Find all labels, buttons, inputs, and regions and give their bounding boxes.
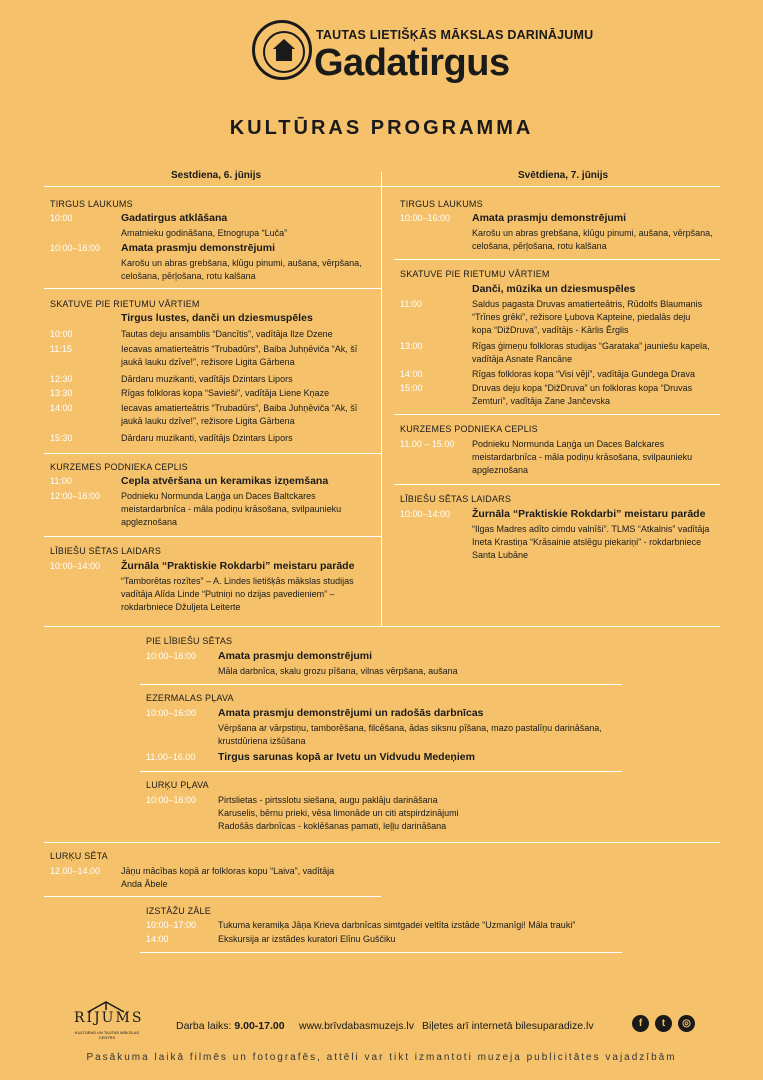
section-heading: Tirgus lustes, danči un dziesmuspēles <box>121 312 313 324</box>
section-title: LĪBIEŠU SĒTAS LAIDARS <box>50 546 162 556</box>
entry-title: Amata prasmju demonstrējumi un radošās darbnīcas <box>218 707 484 719</box>
entry-time: 10:00–16:00 <box>50 243 101 253</box>
divider <box>44 186 720 187</box>
entry-title: Tirgus sarunas kopā ar Ivetu un Vidvudu Medeņiem <box>218 751 475 763</box>
row-text: Saldus pagasta Druvas amatierteātris, Rūdolfs Blaumanis <box>472 299 703 309</box>
entry-time: 14:00 <box>146 934 169 944</box>
entry-description: apgleznošana <box>472 465 529 475</box>
divider <box>394 484 720 485</box>
entry-time: 10:00–16:00 <box>146 651 197 661</box>
section-title: LĪBIEŠU SĒTAS LAIDARS <box>400 494 512 504</box>
section-title: TIRGUS LAUKUMS <box>400 199 483 209</box>
row-time: 13:30 <box>50 388 73 398</box>
stage-schedule-list <box>50 328 380 448</box>
logo-subtext: KULTŪRAS UN TAUTAS MĀKSLAS CENTRS <box>74 1030 140 1040</box>
divider <box>140 771 622 772</box>
rijums-logo <box>74 1000 144 1045</box>
row-text: vadītāja Asnate Rancāne <box>472 354 573 364</box>
row-text: “Trīnes grēki”, režisore Ļubova Kapteine, piedalās deju <box>472 312 691 322</box>
entry-time: 10:00–16:00 <box>400 213 451 223</box>
row-text: Rīgas folkloras kopa “Savieši”, vadītāja Liene Kņaze <box>121 388 330 398</box>
entry-time: 12:00–16:00 <box>50 491 101 501</box>
section-title: EZERMALAS PĻAVA <box>146 693 234 703</box>
section-title: KURZEMES PODNIEKA CEPLIS <box>50 462 188 472</box>
divider <box>44 453 381 454</box>
row-text: jaukā lauku dzīve!”, režisore Ligita Gārbena <box>121 416 295 426</box>
tickets-info[interactable]: Biļetes arī internetā bilesuparadize.lv <box>422 1020 594 1032</box>
gadatirgus-seal-logo <box>252 20 312 80</box>
entry-time: 10:00–16:00 <box>146 795 197 805</box>
row-text: Iecavas amatierteātris “Trubadūrs”, Baiba Juhņēviča “Ak, šī <box>121 344 358 354</box>
entry-description: Podnieku Normunda Laņģa un Daces Baltckares <box>121 491 316 501</box>
section-title: KURZEMES PODNIEKA CEPLIS <box>400 424 538 434</box>
hours-label: Darba laiks: <box>176 1020 235 1032</box>
divider <box>140 684 622 685</box>
section-title: PIE LĪBIEŠU SĒTAS <box>146 636 233 646</box>
entry-time: 10:00–14:00 <box>400 509 451 519</box>
entry-time: 11.00–16.00 <box>146 752 196 762</box>
hours-value: 9.00-17.00 <box>234 1020 285 1032</box>
row-text: Zemturi”, vadītāja Zane Jančevska <box>472 396 611 406</box>
section-title: IZSTĀŽU ZĀLE <box>146 906 211 916</box>
divider <box>44 842 720 843</box>
row-text: Tautas deju ansamblis “Dancītis”, vadītāja Ilze Dzene <box>121 329 333 339</box>
header-subtitle: TAUTAS LIETIŠĶĀS MĀKSLAS DARINĀJUMU <box>316 28 594 42</box>
row-text: Dārdaru muzikanti, vadītājs Dzintars Lipors <box>121 433 293 443</box>
day-header-sunday: Svētdiena, 7. jūnijs <box>518 170 609 181</box>
row-time: 11:00 <box>400 299 422 309</box>
divider <box>44 626 720 627</box>
divider <box>44 896 381 897</box>
section-title: SKATUVE PIE RIETUMU VĀRTIEM <box>400 269 550 279</box>
entry-time: 10:00–17:00 <box>146 920 197 930</box>
entry-description: meistardarbnīca - māla podiņu krāsošana, svilpaunieku <box>472 452 693 462</box>
entry-time: 11.00 – 15.00 <box>400 439 455 449</box>
entry-title: Cepla atvēršana un keramikas izņemšana <box>121 475 329 487</box>
section-title: TIRGUS LAUKUMS <box>50 199 133 209</box>
entry-description: Tukuma keramiķa Jāņa Krieva darbnīcas simtgadei veltīta izstāde “Uzmanīgi! Māla trauki” <box>218 920 576 930</box>
entry-description: rokdarbniece Džuljeta Leiterte <box>121 602 241 612</box>
twitter-icon[interactable]: t <box>655 1015 672 1032</box>
entry-description: apgleznošana <box>121 517 178 527</box>
stage-schedule-list <box>400 298 720 410</box>
section-heading: Danči, mūzika un dziesmuspēles <box>472 283 636 295</box>
divider <box>394 259 720 260</box>
entry-title: Gadatirgus atklāšana <box>121 212 228 224</box>
entry-description: Vērpšana ar vārpstiņu, tamborēšana, filcēšana, ādas siksnu pīšana, mazo pastalīņu darināšana, <box>218 723 602 733</box>
entry-description: Podnieku Normunda Laņģa un Daces Balckares <box>472 439 665 449</box>
entry-description: Amatnieku godināšana, Etnogrupa “Luča” <box>121 228 288 238</box>
entry-description: Anda Ābele <box>121 879 168 889</box>
entry-description: Karošu un abras grebšana, klūgu pinumi, aušana, vērpšana, <box>121 258 362 268</box>
divider <box>44 536 381 537</box>
entry-description: “Tamborētas rozītes” – A. Lindes lietišķās mākslas studijas <box>121 576 354 586</box>
entry-title: Amata prasmju demonstrējumi <box>121 242 276 254</box>
entry-description: Santa Lubāne <box>472 550 529 560</box>
entry-description: celošana, pērļošana, rotu kalšana <box>472 241 607 251</box>
entry-description: Karošu un abras grebšana, klūgu pinumi, aušana, vērpšana, <box>472 228 713 238</box>
entry-time: 10:00–16:00 <box>146 708 197 718</box>
row-time: 12:30 <box>50 374 73 384</box>
entry-description: Ineta Krastiņa “Krāsainie atslēgu piekariņi” - rokdarbniece <box>472 537 702 547</box>
website-link[interactable]: www.brīvdabasmuzejs.lv <box>299 1020 414 1032</box>
row-text: Rīgas ģimeņu folkloras studijas “Garataka” jauniešu kapela, <box>472 341 710 351</box>
instagram-icon[interactable]: ◎ <box>678 1015 695 1032</box>
row-time: 15:00 <box>400 383 423 393</box>
row-time: 10:00 <box>50 329 73 339</box>
divider <box>394 414 720 415</box>
entry-title: Amata prasmju demonstrējumi <box>472 212 627 224</box>
column-divider <box>381 172 382 626</box>
entry-time: 12.00–14.00 <box>50 866 101 876</box>
section-title: SKATUVE PIE RIETUMU VĀRTIEM <box>50 299 200 309</box>
entry-description: Jāņu mācības kopā ar folkloras kopu “Laiva”, vadītāja <box>121 866 335 876</box>
entry-description: celošana, pērļošana, rotu kalšana <box>121 271 256 281</box>
program-title: KULTŪRAS PROGRAMMA <box>229 117 534 139</box>
entry-title: Amata prasmju demonstrējumi <box>218 650 373 662</box>
logo-text: RIJUMS <box>74 1010 144 1026</box>
row-text: jaukā lauku dzīve!”, režisore Ligita Gārbena <box>121 357 295 367</box>
section-title: LURĶU PĻAVA <box>146 780 209 790</box>
divider <box>44 288 381 289</box>
divider <box>140 952 622 953</box>
entry-description: Radošās darbnīcas - koklēšanas pamati, leļļu darināšana <box>218 821 447 831</box>
entry-description: meistardarbnīca - māla podiņu krāsošana, svilpaunieku <box>121 504 342 514</box>
row-time: 14:00 <box>50 403 73 413</box>
entry-description: krustdūriena izšūšana <box>218 736 306 746</box>
facebook-icon[interactable]: f <box>632 1015 649 1032</box>
entry-description: Māla darbnīca, skalu grozu pīšana, vilnas vērpšana, aušana <box>218 666 458 676</box>
row-text: Druvas deju kopa “DižDruva” un folkloras kopa “Druvas <box>472 383 693 393</box>
row-text: Rīgas folkloras kopa “Visi vēji”, vadītāja Gundega Drava <box>472 369 695 379</box>
row-text: Iecavas amatierteātris “Trubadūrs”, Baiba Juhņēviča “Ak, šī <box>121 403 358 413</box>
row-text: Dārdaru muzikanti, vadītājs Dzintars Lipors <box>121 374 293 384</box>
entry-description: “Ilgas Madres adīto cimdu valnīši”. TLMS “Atkalnis” vadītāja <box>472 524 710 534</box>
entry-title: Žurnāla “Praktiskie Rokdarbi” meistaru parāde <box>121 560 355 572</box>
row-time: 15:30 <box>50 433 73 443</box>
header-title: Gadatirgus <box>314 42 510 84</box>
row-text: kopa “DižDruva”, vadītājs - Kārlis Ērglis <box>472 325 629 335</box>
entry-description: vadītāja Alīda Linde “Putniņi no dzijas pavedieniem” – <box>121 589 335 599</box>
opening-hours <box>176 1020 285 1032</box>
entry-description: Pirtslietas - pirtsslotu siešana, augu paklāju darināšana <box>218 795 438 805</box>
entry-title: Žurnāla “Praktiskie Rokdarbi” meistaru parāde <box>472 508 706 520</box>
row-time: 11:15 <box>50 344 72 354</box>
row-time: 14:00 <box>400 369 423 379</box>
entry-time: 11:00 <box>50 476 72 486</box>
entry-description: Karuselis, bērnu prieki, vēsa limonāde un citi atspirdzinājumi <box>218 808 459 818</box>
filming-notice: Pasākuma laikā filmēs un fotografēs, attēli var tikt izmantoti muzeja publicitātes vajadzībām <box>86 1052 677 1063</box>
entry-description: Ekskursija ar izstādes kuratori Elīnu Guščiku <box>218 934 396 944</box>
entry-time: 10:00–14:00 <box>50 561 101 571</box>
section-title: LURĶU SĒTA <box>50 851 108 861</box>
entry-time: 10:00 <box>50 213 73 223</box>
day-header-saturday: Sestdiena, 6. jūnijs <box>171 170 262 181</box>
row-time: 13:00 <box>400 341 423 351</box>
